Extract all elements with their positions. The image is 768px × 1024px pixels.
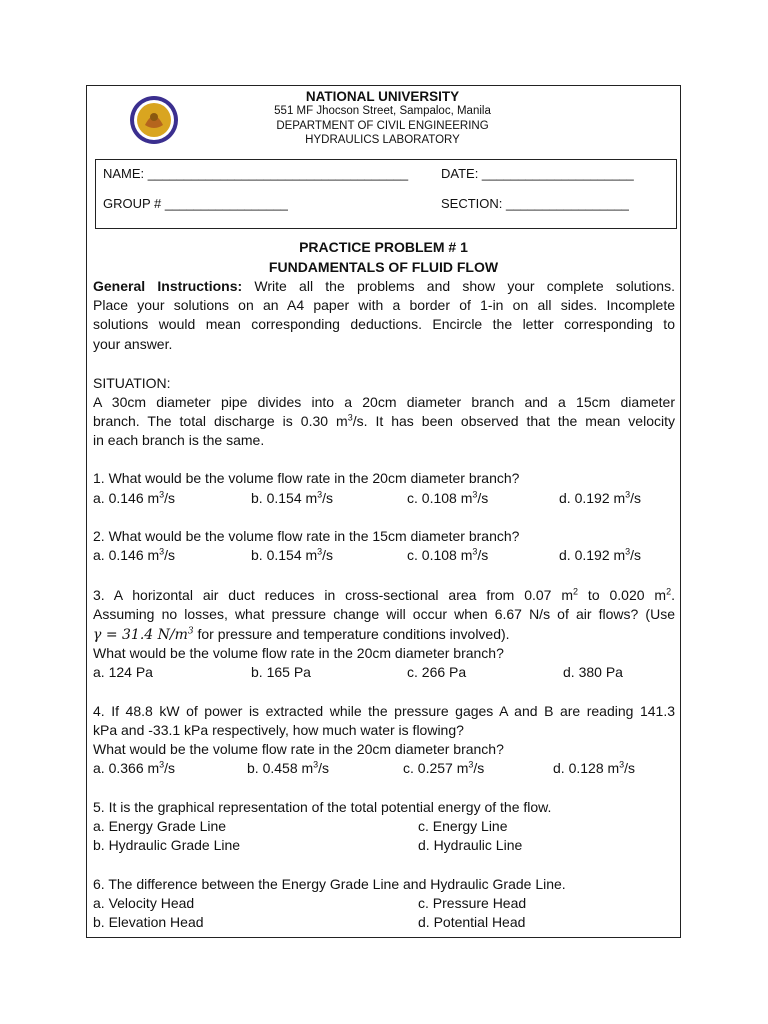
q5-option-a[interactable]: a. Energy Grade Line [93, 818, 227, 834]
question-4-line-2: kPa and -33.1 kPa respectively, how much water is flowing? [93, 722, 464, 738]
question-3-line-3: γ = 31.4 $N/m^3$ for pressure and temperature conditions involved). [93, 626, 510, 643]
question-6: 6. The difference between the Energy Grade Line and Hydraulic Grade Line. [93, 876, 566, 892]
q2-option-d[interactable]: d. 0.192 $m^3/s$ [559, 546, 642, 563]
group-field[interactable]: GROUP # _________________ [103, 196, 288, 211]
q1-option-c[interactable]: c. 0.108 $m^3/s$ [407, 489, 489, 506]
problem-title: PRACTICE PROBLEM # 1 [299, 239, 468, 255]
q1-option-d[interactable]: d. 0.192 $m^3/s$ [559, 489, 642, 506]
q6-option-b[interactable]: b. Elevation Head [93, 914, 204, 930]
name-field[interactable]: NAME: ____________________________________ [103, 166, 409, 181]
q2-option-c[interactable]: c. 0.108 $m^3/s$ [407, 546, 489, 563]
instructions-line-4: your answer. [93, 336, 173, 352]
q4-option-c[interactable]: c. 0.257 $m^3/s$ [403, 759, 485, 776]
date-field[interactable]: DATE: _____________________ [441, 166, 634, 181]
question-5: 5. It is the graphical representation of the total potential energy of the flow. [93, 799, 552, 815]
q3-option-b[interactable]: b. 165 Pa [251, 664, 311, 680]
situation-label: SITUATION: [93, 375, 171, 391]
question-3-line-2: Assuming no losses, what pressure change will occur when 6.67 N/s of air flows? (Use [93, 606, 675, 622]
question-3-line-4: What would be the volume flow rate in the 20cm diameter branch? [93, 645, 504, 661]
question-4-line-3: What would be the volume flow rate in the 20cm diameter branch? [93, 741, 504, 757]
q4-option-d[interactable]: d. 0.128 $m^3/s$ [553, 759, 636, 776]
q5-option-d[interactable]: d. Hydraulic Line [418, 837, 523, 853]
university-name: NATIONAL UNIVERSITY [305, 89, 460, 104]
q2-option-b[interactable]: b. 0.154 $m^3/s$ [251, 546, 334, 563]
q5-option-b[interactable]: b. Hydraulic Grade Line [93, 837, 241, 853]
question-1: 1. What would be the volume flow rate in the 20cm diameter branch? [93, 470, 520, 486]
question-2: 2. What would be the volume flow rate in the 15cm diameter branch? [93, 528, 520, 544]
situation-line-2: branch. The total discharge is 0.30 $m^3/s$. It has been observed that the mean velocity [93, 412, 675, 429]
q3-option-c[interactable]: c. 266 Pa [407, 664, 467, 680]
q4-option-a[interactable]: a. 0.366 $m^3/s$ [93, 759, 176, 776]
laboratory-name: HYDRAULICS LABORATORY [305, 134, 460, 146]
q1-option-a[interactable]: a. 0.146 $m^3/s$ [93, 489, 176, 506]
instructions-line-2: Place your solutions on an A4 paper with a border of 1-in on all sides. Incomplete [93, 297, 675, 313]
q6-option-c[interactable]: c. Pressure Head [418, 895, 527, 911]
instructions-heading: General Instructions: [93, 278, 243, 294]
q6-option-d[interactable]: d. Potential Head [418, 914, 526, 930]
question-4-line-1: 4. If 48.8 kW of power is extracted while the pressure gages A and B are reading 141.3 [93, 703, 675, 719]
department-name: DEPARTMENT OF CIVIL ENGINEERING [276, 120, 489, 132]
university-seal-icon [129, 95, 179, 145]
instructions-line-1: General Instructions: Write all the problems and show your complete solutions. [93, 278, 675, 294]
situation-line-3: in each branch is the same. [93, 432, 265, 448]
q5-option-c[interactable]: c. Energy Line [418, 818, 508, 834]
q4-option-b[interactable]: b. 0.458 $m^3/s$ [247, 759, 330, 776]
situation-line-1: A 30cm diameter pipe divides into a 20cm diameter branch and a 15cm diameter [93, 394, 675, 410]
q3-option-a[interactable]: a. 124 Pa [93, 664, 153, 680]
instructions-line-3: solutions would mean corresponding deductions. Encircle the letter corresponding to [93, 316, 675, 332]
q6-option-a[interactable]: a. Velocity Head [93, 895, 195, 911]
section-field[interactable]: SECTION: _________________ [441, 196, 629, 211]
problem-subtitle: FUNDAMENTALS OF FLUID FLOW [268, 259, 499, 275]
gamma-formula: γ = 31.4 N/m [93, 627, 188, 643]
question-3-line-1: 3. A horizontal air duct reduces in cross-sectional area from 0.07 $m^2$ to 0.020 $m^2$. [93, 586, 675, 603]
q2-option-a[interactable]: a. 0.146 $m^3/s$ [93, 546, 176, 563]
university-address: 551 MF Jhocson Street, Sampaloc, Manila [274, 105, 491, 117]
q3-option-d[interactable]: d. 380 Pa [563, 664, 623, 680]
q1-option-b[interactable]: b. 0.154 $m^3/s$ [251, 489, 334, 506]
